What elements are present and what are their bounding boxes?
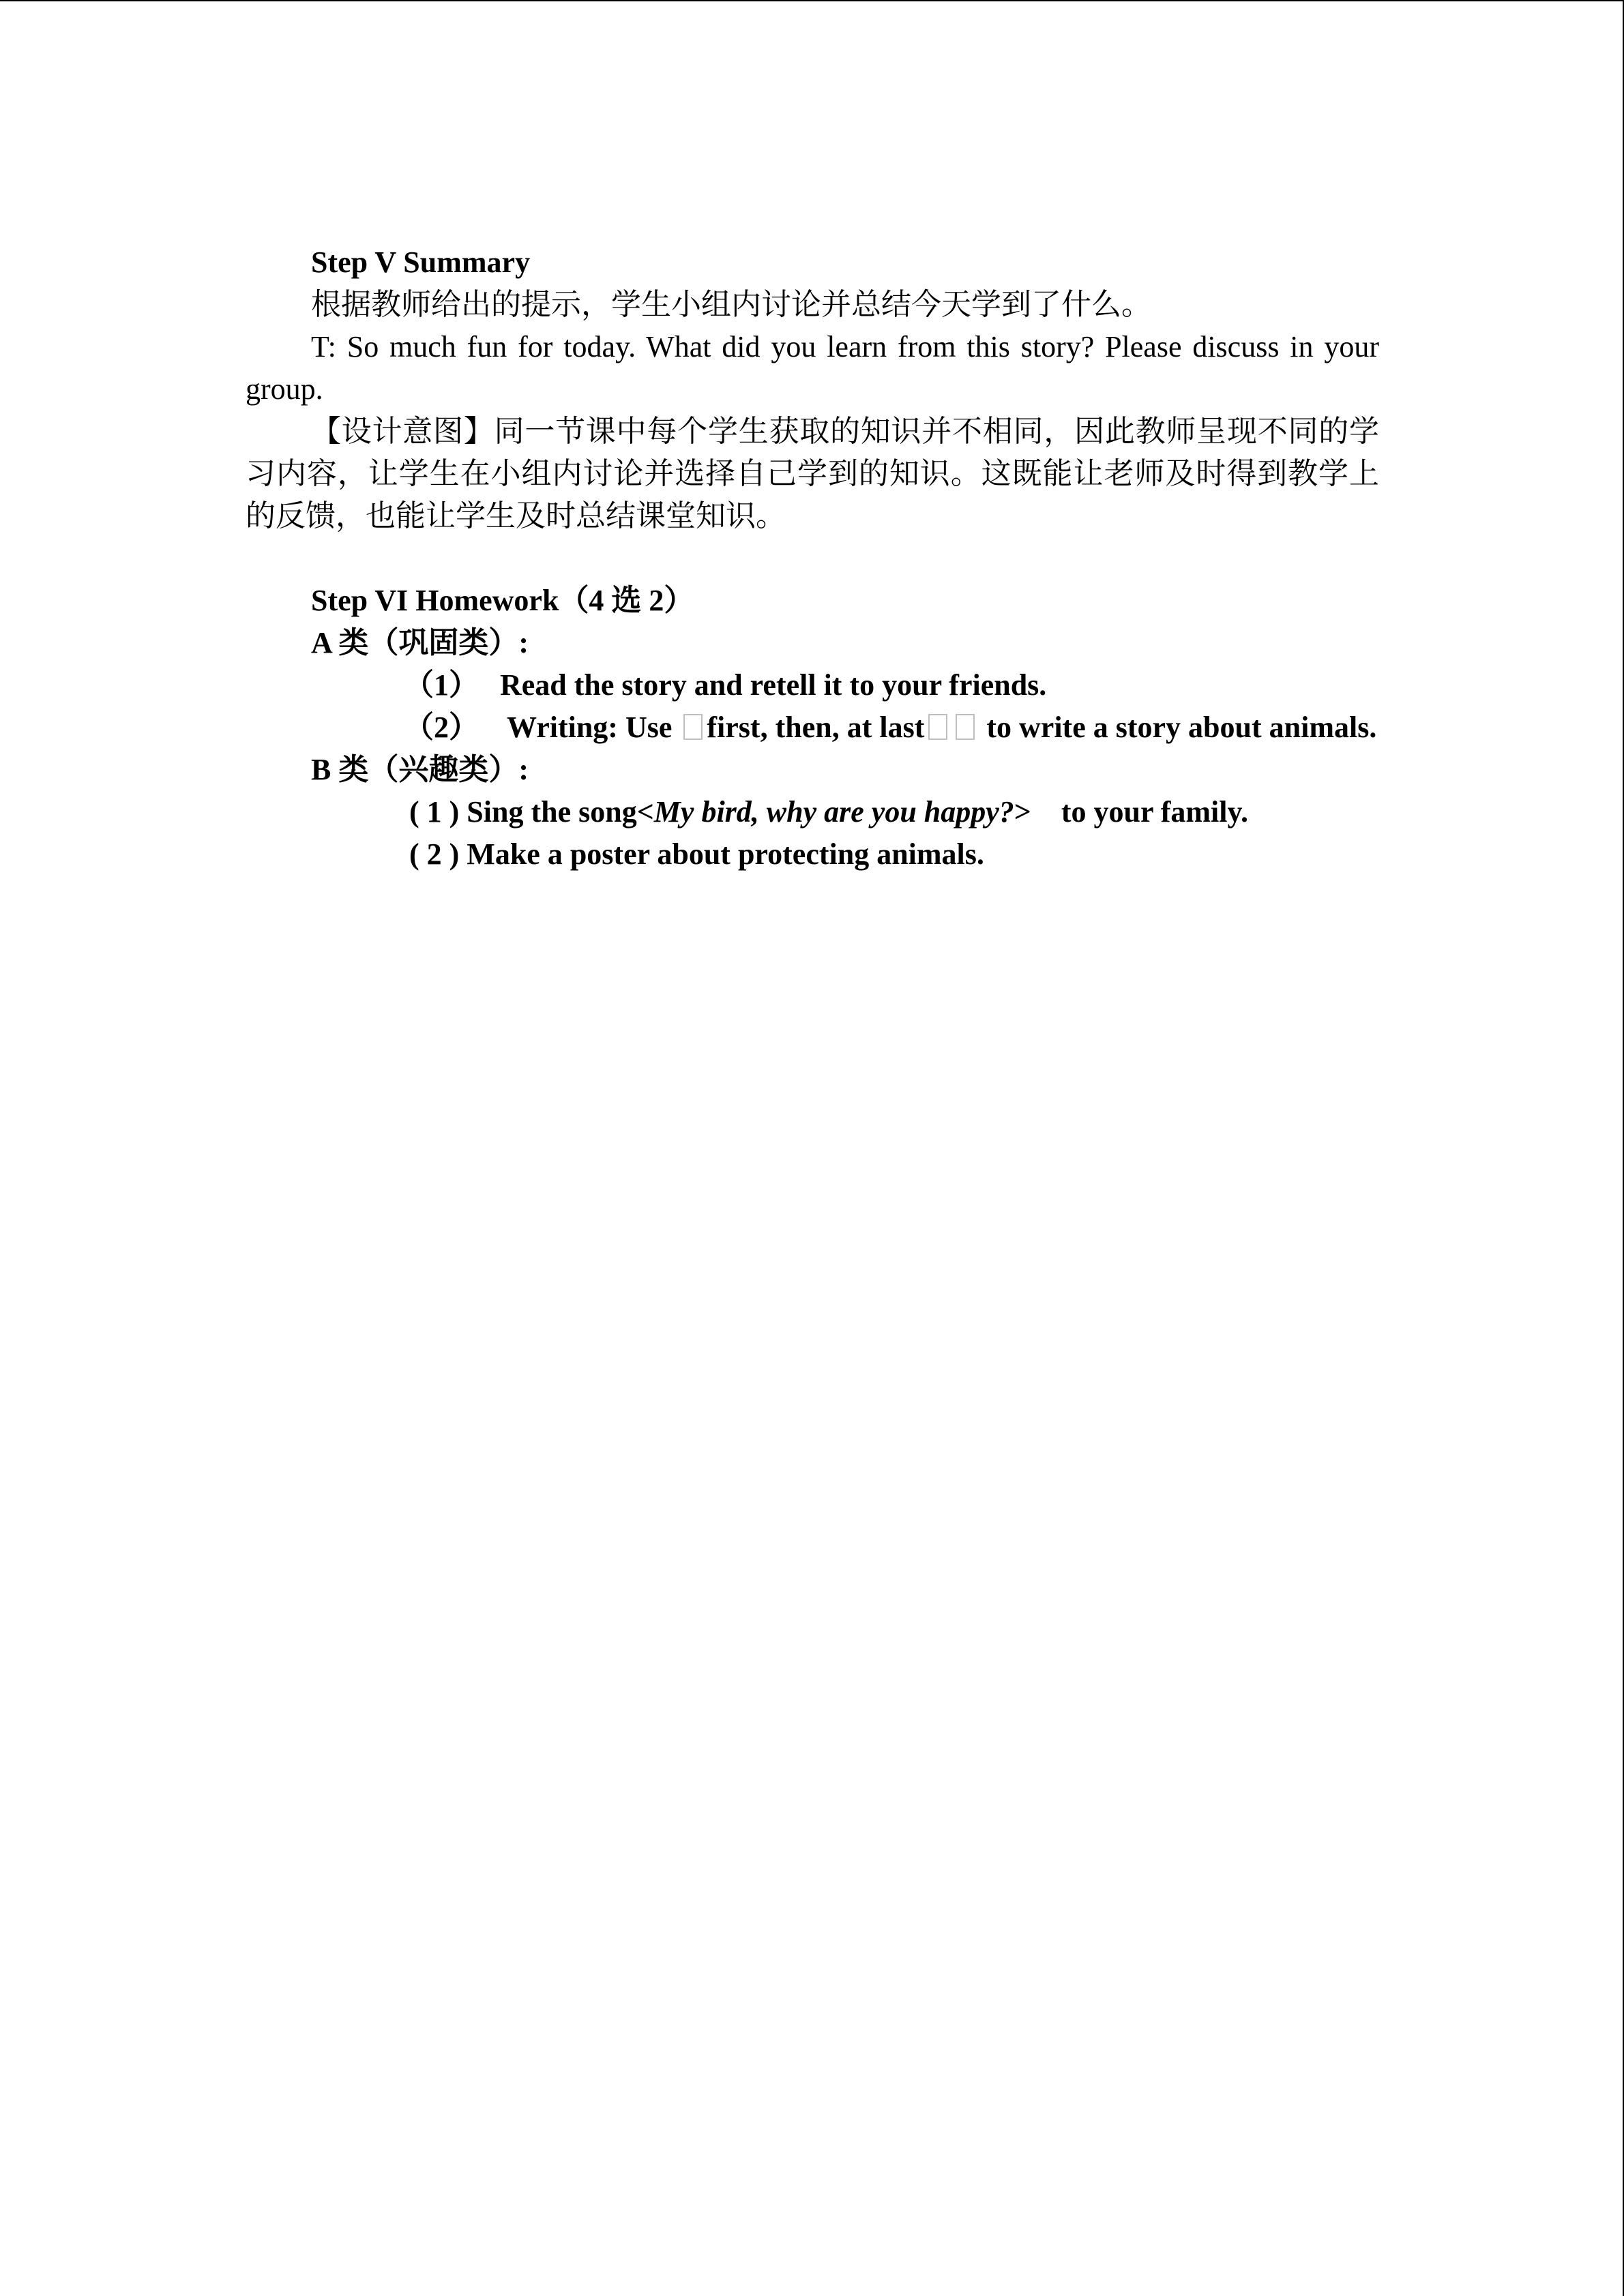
item-suffix: > to your family. [1014,795,1249,829]
item-words: first, then, at last [707,711,925,744]
paragraph-gap [246,537,1379,580]
design-intent: 【设计意图】同一节课中每个学生获取的知识并不相同，因此教师呈现不同的学习内容，让学生在小组内讨论并选择自己学到的知识。这既能让老师及时得到教学上的反馈，也能让学生及时总结课堂知识。 [246,415,1379,533]
item-number: （2） [404,711,479,744]
item-text-after: to write a story about animals. [986,711,1377,744]
group-a-label: A 类（巩固类）: [311,626,529,659]
item-number: （1） [404,668,479,702]
summary-instruction: 根据教师给出的提示，学生小组内讨论并总结今天学到了什么。 [311,288,1151,321]
homework-heading: Step VI Homework（4 选 2） [311,584,694,617]
teacher-line: T: So much fun for today. What did you learn from this story? Please discuss in your group. [246,330,1379,406]
group-b-label: B 类（兴趣类）: [311,753,529,786]
group-a-item-1 [246,664,1379,706]
item-text-before: Writing: Use [507,711,673,744]
placeholder-box-icon [956,714,975,740]
item-text: Read the story and retell it to your friends. [500,668,1047,702]
placeholder-box-icon [683,714,703,740]
document-body [246,241,1379,876]
item-prefix: ( 1 ) Sing the song< [409,795,654,829]
placeholder-box-icon [928,714,947,740]
song-title: My bird, why are you happy? [653,795,1014,829]
group-a-item-2 [246,706,1379,749]
group-b-item-2: ( 2 ) Make a poster about protecting animals. [409,837,984,871]
group-b-item-1 [246,791,1379,833]
summary-heading: Step V Summary [311,245,531,279]
